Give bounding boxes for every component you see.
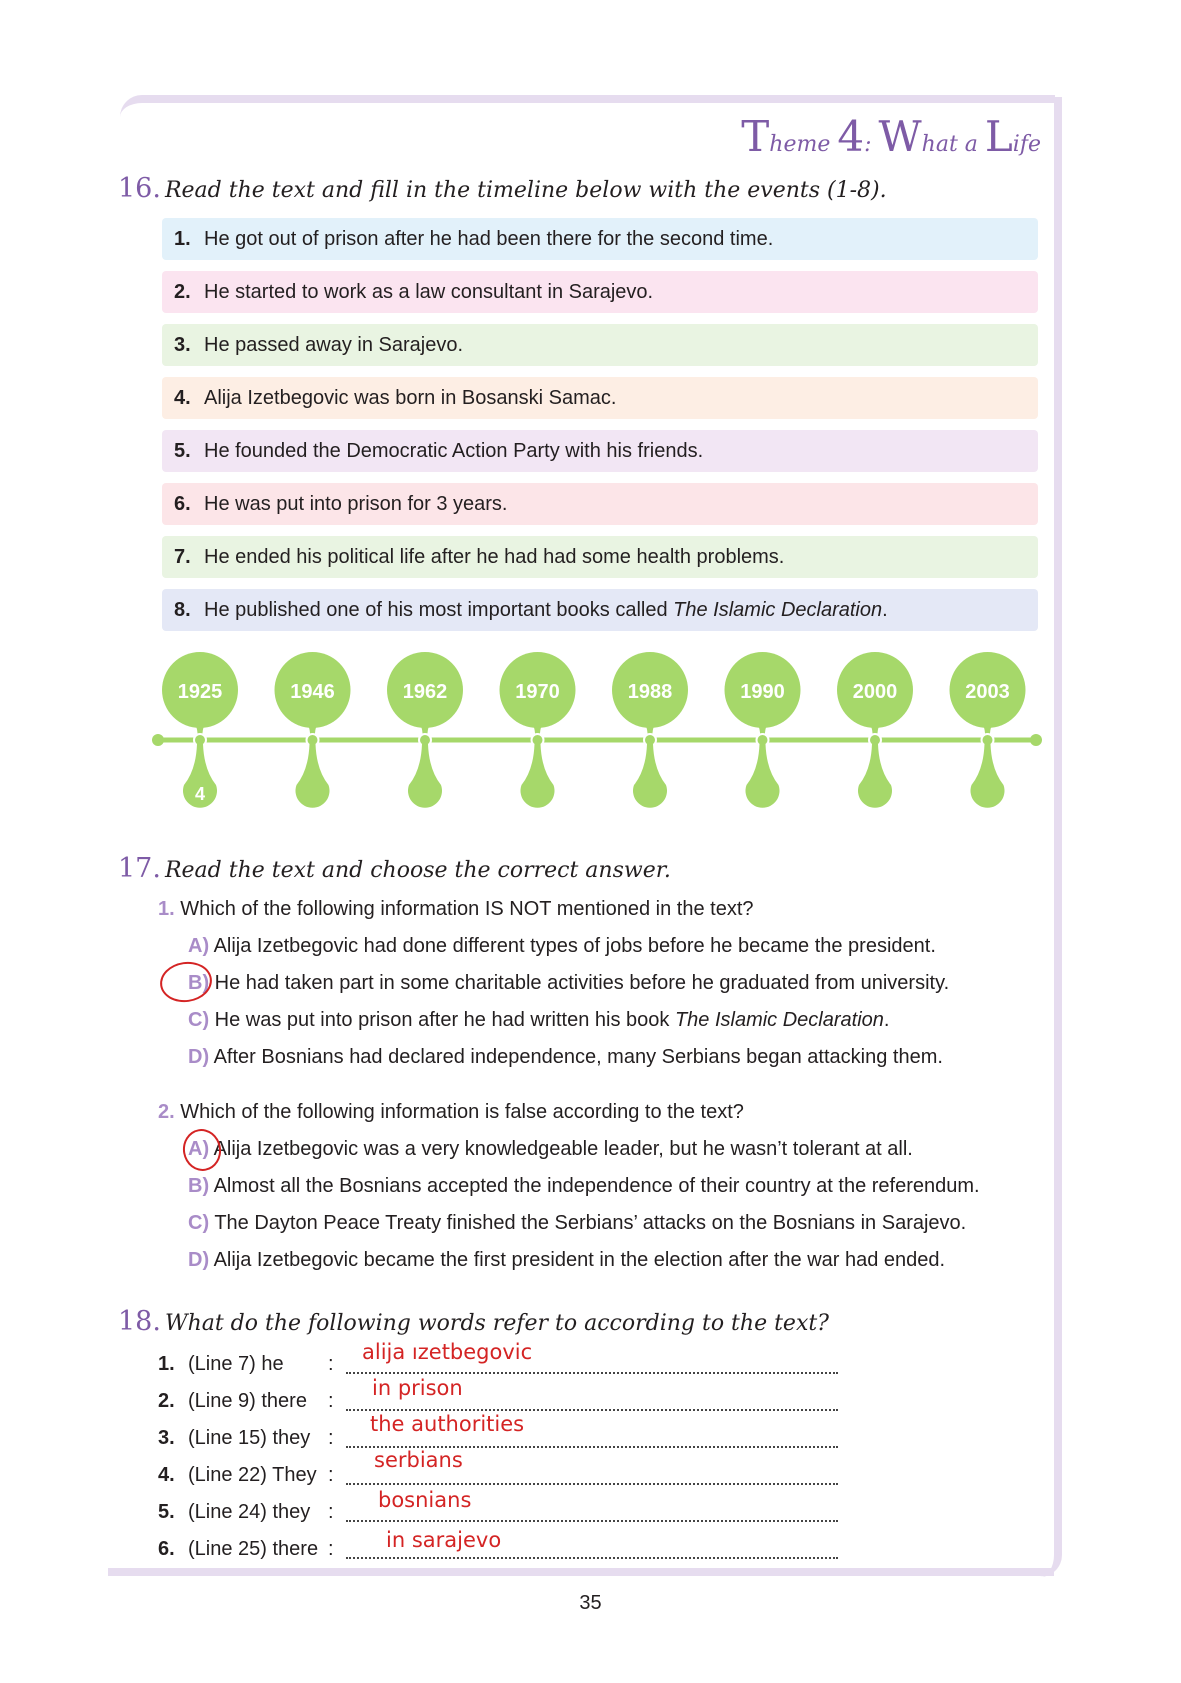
item-label: (Line 9) there bbox=[188, 1390, 307, 1412]
q16-number: 16. bbox=[118, 173, 161, 204]
option-letter: D) bbox=[188, 1249, 210, 1271]
answer-drop bbox=[633, 744, 667, 808]
option-text: After Bosnians had declared independence, many Serbians began attacking them. bbox=[213, 1046, 943, 1068]
year-label: 1990 bbox=[740, 681, 785, 703]
handwritten-answer: bosnians bbox=[378, 1488, 472, 1512]
item-number: 6. bbox=[158, 1538, 175, 1560]
item-colon: : bbox=[328, 1427, 334, 1449]
question-number: 2. bbox=[158, 1101, 175, 1123]
item-label: (Line 7) he bbox=[188, 1353, 284, 1375]
event-text: He ended his political life after he had had some health problems. bbox=[204, 545, 785, 568]
q17-heading bbox=[118, 853, 671, 884]
item-label: (Line 22) They bbox=[188, 1464, 317, 1486]
year-label: 1970 bbox=[515, 681, 560, 703]
item-colon: : bbox=[328, 1390, 334, 1412]
timeline-answer: 4 bbox=[194, 784, 206, 804]
q17-instruction: Read the text and choose the correct answer. bbox=[164, 858, 671, 883]
q17-2-option-d[interactable] bbox=[188, 1249, 945, 1272]
event-text: He got out of prison after he had been there for the second time. bbox=[204, 227, 774, 250]
title-word-hat-a: hat a bbox=[921, 132, 985, 157]
event-number: 2. bbox=[174, 280, 191, 303]
item-colon: : bbox=[328, 1353, 334, 1375]
event-text bbox=[204, 599, 888, 622]
item-number: 4. bbox=[158, 1464, 175, 1486]
option-letter: B) bbox=[188, 972, 210, 994]
event-number: 7. bbox=[174, 545, 191, 568]
item-number: 2. bbox=[158, 1390, 175, 1412]
option-text: He was put into prison after he had written his book bbox=[214, 1009, 675, 1031]
answer-line[interactable] bbox=[346, 1483, 838, 1485]
answer-line[interactable] bbox=[346, 1557, 838, 1559]
answer-drop bbox=[971, 744, 1005, 808]
q17-2-option-b[interactable] bbox=[188, 1175, 980, 1198]
reference-item bbox=[158, 1427, 334, 1450]
event-number: 6. bbox=[174, 492, 191, 515]
q18-number: 18. bbox=[118, 1306, 161, 1337]
event-item bbox=[162, 324, 1038, 366]
book-title: The Islamic Declaration bbox=[674, 1009, 884, 1031]
event-list bbox=[162, 218, 1038, 642]
item-colon: : bbox=[328, 1538, 334, 1560]
theme-number: 4 bbox=[837, 112, 865, 161]
theme-letter-t: T bbox=[741, 112, 770, 161]
q17-1-option-d[interactable] bbox=[188, 1046, 943, 1069]
option-text: Almost all the Bosnians accepted the independence of their country at the referendum. bbox=[213, 1175, 980, 1197]
q16-instruction: Read the text and fill in the timeline below with the events (1-8). bbox=[164, 178, 887, 203]
answer-line[interactable] bbox=[346, 1520, 838, 1522]
answer-drop bbox=[521, 744, 555, 808]
option-text: Alija Izetbegovic was a very knowledgeable leader, but he wasn’t tolerant at all. bbox=[213, 1138, 913, 1160]
year-label: 1925 bbox=[177, 681, 223, 703]
event-number: 8. bbox=[174, 598, 191, 621]
answer-line[interactable] bbox=[346, 1409, 838, 1411]
event-item bbox=[162, 483, 1038, 525]
handwritten-answer: the authorities bbox=[370, 1412, 525, 1436]
option-text: Alija Izetbegovic became the first president in the election after the war had ended. bbox=[213, 1249, 946, 1271]
question-number: 1. bbox=[158, 898, 175, 920]
theme-colon: : bbox=[864, 132, 879, 157]
answer-drop bbox=[296, 744, 330, 808]
option-text: Alija Izetbegovic had done different types of jobs before he became the president. bbox=[213, 935, 936, 957]
event-text: He founded the Democratic Action Party with his friends. bbox=[204, 439, 704, 462]
event-text: He was put into prison for 3 years. bbox=[204, 492, 508, 515]
q17-1-option-b[interactable] bbox=[188, 972, 949, 995]
answer-drop bbox=[858, 744, 892, 808]
handwritten-answer: in sarajevo bbox=[386, 1528, 502, 1552]
handwritten-answer: alija ızetbegovic bbox=[362, 1340, 533, 1364]
answer-drop bbox=[408, 744, 442, 808]
q18-instruction: What do the following words refer to according to the text? bbox=[164, 1311, 829, 1336]
q17-1-stem bbox=[158, 898, 754, 921]
theme-title bbox=[741, 112, 1041, 161]
title-letter-l: L bbox=[984, 112, 1013, 161]
reference-item bbox=[158, 1353, 334, 1376]
timeline-end-dot bbox=[1030, 734, 1042, 746]
option-letter: A) bbox=[188, 1138, 210, 1160]
timeline-start-dot bbox=[152, 734, 164, 746]
title-letter-w: W bbox=[878, 112, 922, 161]
title-word-ife: ife bbox=[1012, 132, 1041, 157]
option-letter: C) bbox=[188, 1009, 210, 1031]
item-number: 5. bbox=[158, 1501, 175, 1523]
reference-item bbox=[158, 1464, 334, 1487]
answer-line[interactable] bbox=[346, 1372, 838, 1374]
event-item bbox=[162, 377, 1038, 419]
event-text: He started to work as a law consultant in Sarajevo. bbox=[204, 280, 654, 303]
page-frame-right bbox=[1040, 97, 1062, 1577]
q18-heading bbox=[118, 1306, 829, 1337]
item-label: (Line 15) they bbox=[188, 1427, 311, 1449]
year-label: 2003 bbox=[965, 681, 1010, 703]
question-text: Which of the following information is false according to the text? bbox=[180, 1101, 744, 1123]
page-frame-bottom bbox=[108, 1568, 1054, 1576]
option-letter: A) bbox=[188, 935, 210, 957]
option-letter: C) bbox=[188, 1212, 210, 1234]
item-number: 3. bbox=[158, 1427, 175, 1449]
event-text-main: He published one of his most important books called bbox=[204, 598, 674, 621]
year-label: 1962 bbox=[402, 681, 448, 703]
year-label: 1988 bbox=[627, 681, 673, 703]
year-label: 1946 bbox=[290, 681, 335, 703]
answer-drop bbox=[746, 744, 780, 808]
event-item bbox=[162, 430, 1038, 472]
item-label: (Line 24) they bbox=[188, 1501, 311, 1523]
option-text: The Dayton Peace Treaty finished the Serbians’ attacks on the Bosnians in Sarajevo. bbox=[214, 1212, 967, 1234]
page-number: 35 bbox=[579, 1592, 602, 1614]
q17-2-option-a[interactable] bbox=[188, 1138, 913, 1161]
event-text: He passed away in Sarajevo. bbox=[204, 333, 464, 356]
book-title: The Islamic Declaration bbox=[673, 598, 883, 621]
event-number: 4. bbox=[174, 386, 191, 409]
q17-2-stem bbox=[158, 1101, 744, 1124]
answer-circle-mark bbox=[180, 1126, 225, 1174]
handwritten-answer: in prison bbox=[372, 1376, 463, 1400]
item-label: (Line 25) there bbox=[188, 1538, 319, 1560]
timeline-graphic bbox=[148, 640, 1048, 820]
handwritten-answer: serbians bbox=[374, 1448, 463, 1472]
event-item bbox=[162, 271, 1038, 313]
event-item bbox=[162, 536, 1038, 578]
event-item bbox=[162, 589, 1038, 631]
option-text: He had taken part in some charitable activities before he graduated from university. bbox=[214, 972, 950, 994]
q17-1-option-c[interactable] bbox=[188, 1009, 889, 1032]
q17-1-option-a[interactable] bbox=[188, 935, 936, 958]
item-number: 1. bbox=[158, 1353, 175, 1375]
year-label: 2000 bbox=[852, 681, 898, 703]
theme-word-rest: heme bbox=[769, 132, 838, 157]
event-number: 5. bbox=[174, 439, 191, 462]
answer-circle-mark bbox=[157, 959, 214, 1006]
event-item bbox=[162, 218, 1038, 260]
option-text-end: . bbox=[883, 1009, 890, 1031]
reference-item bbox=[158, 1538, 334, 1561]
event-text-end: . bbox=[882, 598, 888, 621]
reference-item bbox=[158, 1390, 334, 1413]
q17-2-option-c[interactable] bbox=[188, 1212, 966, 1235]
event-text: Alija Izetbegovic was born in Bosanski Samac. bbox=[204, 386, 617, 409]
item-colon: : bbox=[328, 1464, 334, 1486]
item-colon: : bbox=[328, 1501, 334, 1523]
option-letter: B) bbox=[188, 1175, 210, 1197]
option-letter: D) bbox=[188, 1046, 210, 1068]
q17-number: 17. bbox=[118, 853, 161, 884]
q16-heading bbox=[118, 173, 887, 204]
question-text: Which of the following information IS NOT mentioned in the text? bbox=[180, 898, 754, 920]
reference-item bbox=[158, 1501, 334, 1524]
event-number: 1. bbox=[174, 227, 191, 250]
event-number: 3. bbox=[174, 333, 191, 356]
timeline bbox=[148, 640, 1048, 820]
